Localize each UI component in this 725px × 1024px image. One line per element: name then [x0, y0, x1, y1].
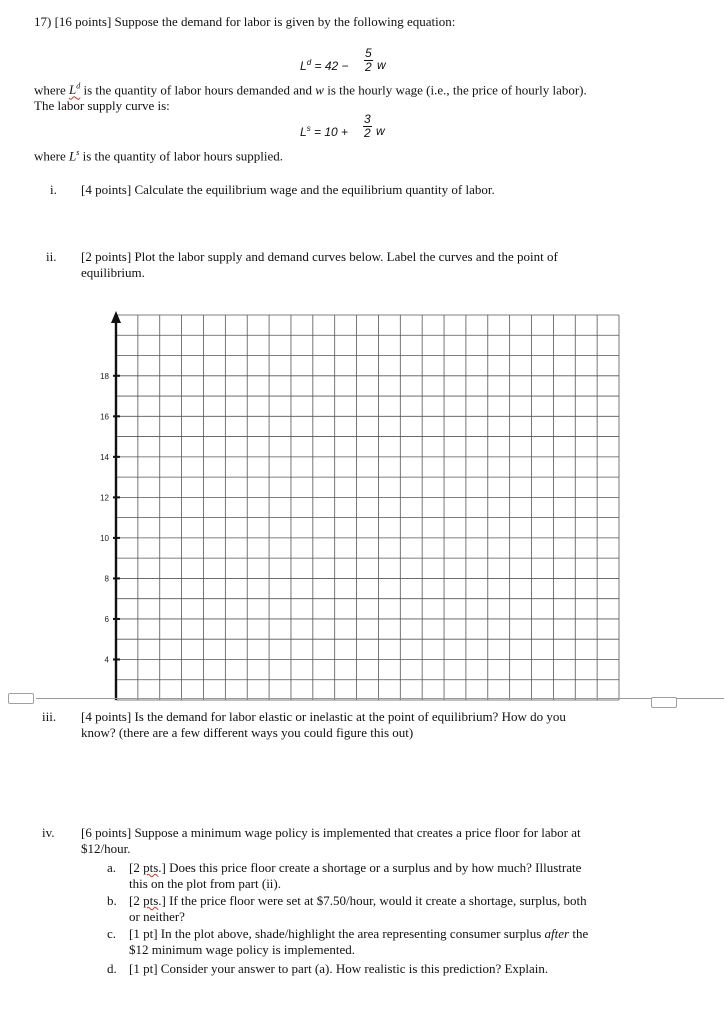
part-iv-c-label: c. [107, 926, 117, 941]
part-iv-c-line2: $12 minimum wage policy is implemented. [129, 942, 356, 957]
page-break-right-marker [651, 697, 677, 708]
part-ii-text-line1: [2 points] Plot the labor supply and demand curves below. Label the curves and the point of [81, 249, 558, 264]
page-break-left-marker [8, 693, 34, 704]
part-iii-text-line2: know? (there are a few different ways you could figure this out) [81, 725, 414, 740]
part-iv-d-line1: [1 pt] Consider your answer to part (a). How realistic is this prediction? Explain. [129, 961, 549, 976]
demand-fraction: $\frac{5}{2}$ [365, 46, 372, 74]
part-iv-b-line1: [2 pts.] If the price floor were set at $7.50/hour, would it create a shortage, surplus, both [129, 893, 587, 908]
y-axis-tick-label: 8 [104, 574, 109, 584]
part-ii-text-line2: equilibrium. [81, 265, 145, 280]
part-iv-a-line2: this on the plot from part (ii). [129, 876, 282, 891]
demand-variable: w [377, 58, 386, 72]
demand-description: where $L^d$ is the quantity of labor hours demanded and w is the hourly wage (i.e., the price of hourly labor). [34, 82, 587, 98]
part-iv-c-line1: [1 pt] In the plot above, shade/highlight the area representing consumer surplus after the [129, 926, 589, 941]
y-axis-tick-label: 18 [100, 371, 109, 381]
y-axis-tick-label: 14 [100, 452, 109, 462]
y-axis-tick-label: 12 [100, 493, 109, 503]
supply-equation: $L^s = 10$ + [300, 124, 349, 139]
part-iv-d-label: d. [107, 961, 117, 976]
part-iii-text-line1: [4 points] Is the demand for labor elastic or inelastic at the point of equilibrium? How do you [81, 709, 566, 724]
supply-description: where $L^s$ is the quantity of labor hours supplied. [34, 148, 284, 164]
part-iv-b-label: b. [107, 893, 117, 908]
y-axis-tick-label: 10 [100, 533, 109, 543]
supply-fraction: $\frac{3}{2}$ [364, 112, 371, 140]
supply-variable: w [376, 124, 385, 138]
y-axis-arrow-icon [111, 311, 121, 323]
part-iv-a-line1: [2 pts.] Does this price floor create a shortage or a surplus and by how much? Illustrate [129, 860, 582, 875]
supply-intro: The labor supply curve is: [34, 98, 170, 113]
y-axis-tick-label: 4 [104, 655, 109, 665]
page-break-line [36, 698, 724, 699]
question-header: 17) [16 points] Suppose the demand for labor is given by the following equation: [34, 14, 456, 29]
part-i-number: i. [50, 182, 57, 197]
part-iv-number: iv. [42, 825, 55, 840]
y-axis-tick-label: 6 [104, 614, 109, 624]
part-iii-number: iii. [42, 709, 57, 724]
part-iv-a-label: a. [107, 860, 117, 875]
part-i-text: [4 points] Calculate the equilibrium wage and the equilibrium quantity of labor. [81, 182, 495, 197]
demand-equation: $L^d = 42$ − [300, 58, 349, 73]
part-iv-b-line2: or neither? [129, 909, 185, 924]
part-iv-text-line2: $12/hour. [81, 841, 131, 856]
part-iv-text-line1: [6 points] Suppose a minimum wage policy is implemented that creates a price floor for labor at [81, 825, 581, 840]
y-axis-tick-label: 16 [100, 412, 109, 422]
part-ii-number: ii. [46, 249, 57, 264]
